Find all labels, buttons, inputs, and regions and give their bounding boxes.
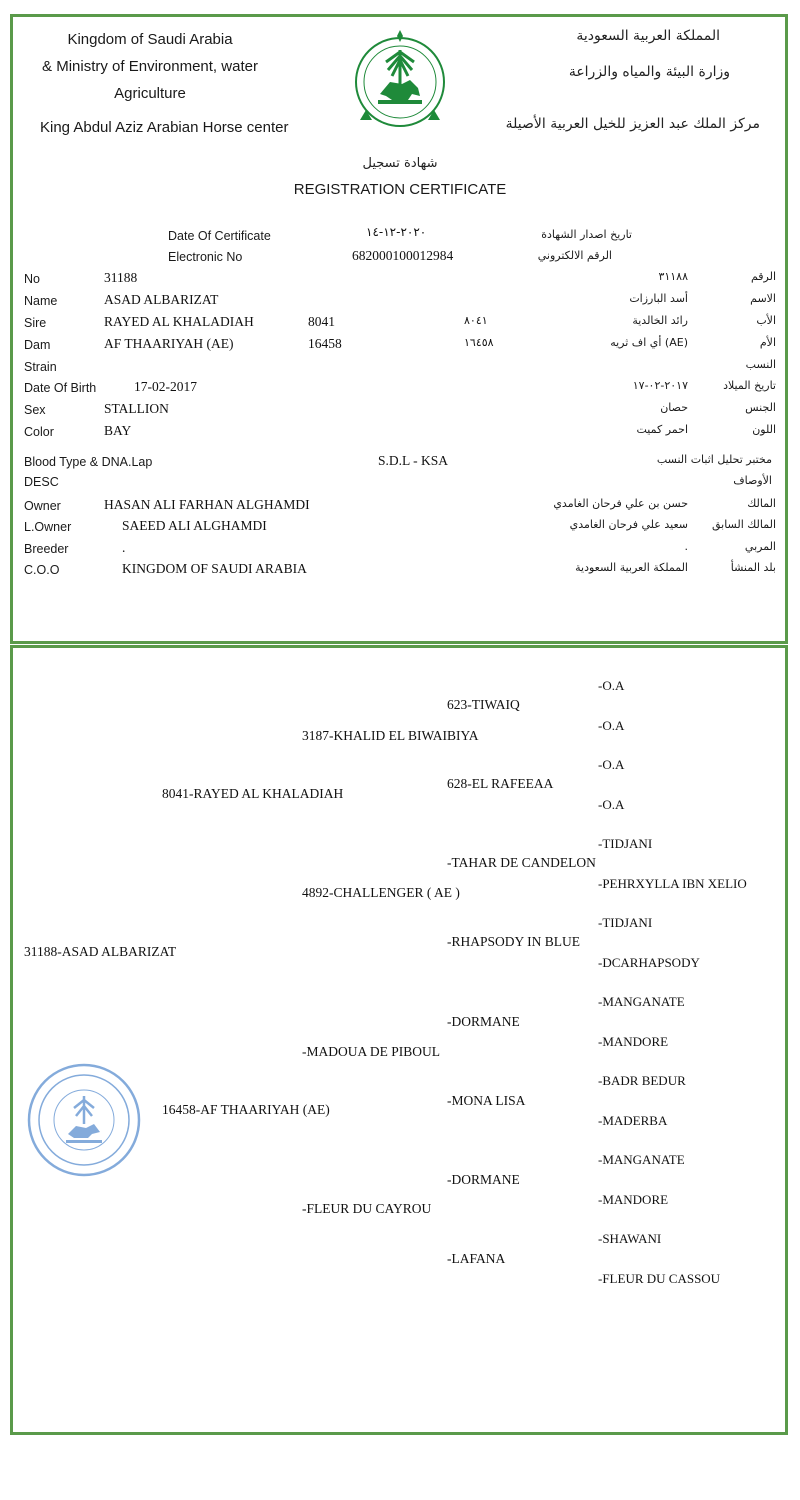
field-label-ar: تاريخ الميلاد (723, 379, 776, 392)
field-label-ar: الاسم (750, 292, 776, 305)
owner-label-ar: المالك (747, 497, 776, 510)
field-label-ar: الجنس (745, 401, 776, 414)
pedigree-frame (10, 645, 788, 1435)
header-en-line1: Kingdom of Saudi Arabia (67, 31, 233, 48)
desc-label: DESC (24, 475, 59, 489)
pedigree-gen4-ancestor: -TIDJANI (598, 836, 653, 851)
pedigree-gen4-ancestor: -MANGANATE (598, 994, 685, 1009)
pedigree-parent: 8041-RAYED AL KHALADIAH (162, 786, 344, 801)
pedigree-great-grandparent: -LAFANA (447, 1251, 506, 1266)
field-value-ar: ٣١١٨٨ (658, 270, 688, 283)
owner-value-ar: المملكة العربية السعودية (575, 561, 688, 574)
header-ar-center: مركز الملك عبد العزيز للخيل العربية الأصيلة (505, 116, 760, 132)
pedigree-great-grandparent: -DORMANE (447, 1172, 520, 1187)
header-ar-line2: وزارة البيئة والمياه والزراعة (568, 64, 730, 80)
field-value: BAY (104, 423, 132, 438)
field-label: Strain (24, 360, 57, 374)
desc-label-ar: الأوصاف (733, 474, 772, 487)
pedigree-subject: 31188-ASAD ALBARIZAT (24, 944, 177, 959)
pedigree-gen4-ancestor: -MADERBA (598, 1113, 668, 1128)
field-label: No (24, 272, 40, 286)
field-label-ar: الأم (759, 336, 776, 349)
owner-value-ar: . (684, 540, 688, 553)
pedigree-gen4-ancestor: -MANDORE (598, 1034, 669, 1049)
ministry-seal-icon (350, 22, 450, 132)
owner-value: SAEED ALI ALGHAMDI (122, 518, 267, 533)
owner-value: KINGDOM OF SAUDI ARABIA (122, 561, 307, 576)
field-value: 31188 (104, 270, 138, 285)
electronic-value: 682000100012984 (352, 248, 454, 263)
owner-label: C.O.O (24, 563, 60, 577)
pedigree-gen4-ancestor: -O.A (598, 718, 625, 733)
blood-value: S.D.L - KSA (378, 453, 449, 468)
pedigree-grandparent: -MADOUA DE PIBOUL (302, 1044, 440, 1059)
field-value: RAYED AL KHALADIAH (104, 314, 254, 329)
pedigree-gen4-ancestor: -O.A (598, 678, 625, 693)
pedigree-grandparent: -FLEUR DU CAYROU (302, 1201, 432, 1216)
owner-label-ar: المالك السابق (711, 518, 776, 531)
owner-label-ar: المربي (744, 540, 776, 553)
pedigree-great-grandparent: -MONA LISA (447, 1093, 526, 1108)
pedigree-great-grandparent: 623-TIWAIQ (447, 697, 520, 712)
header-en-line3: Agriculture (114, 85, 186, 102)
owner-label-ar: بلد المنشأ (730, 561, 776, 574)
field-value: AF THAARIYAH (AE) (104, 336, 234, 351)
pedigree-grandparent: 3187-KHALID EL BIWAIBIYA (302, 728, 479, 743)
pedigree-great-grandparent: -RHAPSODY IN BLUE (447, 934, 581, 949)
pedigree-gen4-ancestor: -FLEUR DU CASSOU (598, 1271, 721, 1286)
field-label: Dam (24, 338, 51, 352)
owner-label: L.Owner (24, 520, 72, 534)
pedigree-gen4-ancestor: -DCARHAPSODY (598, 955, 700, 970)
field-number-ar: ١٦٤٥٨ (464, 336, 494, 349)
field-value-ar: احمر كميت (636, 423, 688, 436)
pedigree-gen4-ancestor: -BADR BEDUR (598, 1073, 686, 1088)
field-value-ar: رائد الخالدية (632, 314, 688, 327)
field-value: ASAD ALBARIZAT (104, 292, 219, 307)
pedigree-great-grandparent: -TAHAR DE CANDELON (447, 855, 596, 870)
pedigree-grandparent: 4892-CHALLENGER ( AE ) (302, 885, 460, 900)
registry-stamp-icon (26, 1062, 142, 1178)
pedigree-great-grandparent: 628-EL RAFEEAA (447, 776, 554, 791)
pedigree-great-grandparent: -DORMANE (447, 1014, 520, 1029)
field-value-ar: حصان (660, 401, 688, 414)
field-label: Color (24, 425, 54, 439)
pedigree-gen4-ancestor: -O.A (598, 757, 625, 772)
pedigree-gen4-ancestor: -TIDJANI (598, 915, 653, 930)
blood-label-ar: مختبر تحليل اثبات النسب (656, 453, 772, 466)
pedigree-gen4-ancestor: -PEHRXYLLA IBN XELIO (598, 876, 747, 891)
title-ar: شهادة تسجيل (362, 156, 438, 171)
field-value-ar: ٢٠١٧-٠٢-١٧ (632, 379, 688, 392)
title-en: REGISTRATION CERTIFICATE (293, 181, 507, 198)
electronic-label-ar: الرقم الالكتروني (537, 249, 612, 262)
field-label-ar: الرقم (750, 270, 776, 283)
field-value: STALLION (104, 401, 169, 416)
field-number: 16458 (308, 336, 342, 351)
field-number: 8041 (308, 314, 335, 329)
field-label-ar: اللون (752, 423, 776, 436)
field-value-ar: (AE) أي اف ثريه (610, 336, 688, 349)
owner-label: Owner (24, 499, 61, 513)
field-number-ar: ٨٠٤١ (464, 314, 488, 327)
pedigree-parent: 16458-AF THAARIYAH (AE) (162, 1102, 330, 1117)
owner-value-ar: حسن بن علي فرحان الغامدي (553, 497, 688, 510)
header-ar-line1: المملكة العربية السعودية (576, 28, 720, 44)
date-label: Date Of Certificate (168, 229, 271, 243)
owner-value: . (122, 540, 126, 555)
header-en-line2: & Ministry of Environment, water (42, 58, 258, 75)
field-label: Date Of Birth (24, 381, 97, 395)
electronic-label: Electronic No (168, 250, 243, 264)
date-label-ar: تاريخ اصدار الشهادة (541, 228, 632, 241)
blood-label: Blood Type & DNA.Lap (24, 455, 153, 469)
field-label: Name (24, 294, 58, 308)
owner-value: HASAN ALI FARHAN ALGHAMDI (104, 497, 310, 512)
header-en-center: King Abdul Aziz Arabian Horse center (40, 119, 289, 136)
field-label: Sex (24, 403, 46, 417)
pedigree-gen4-ancestor: -MANDORE (598, 1192, 669, 1207)
date-value: ٢٠٢٠-١٢-١٤ (366, 225, 427, 239)
pedigree-gen4-ancestor: -SHAWANI (598, 1231, 662, 1246)
field-label-ar: الأب (756, 314, 776, 327)
field-label-ar: النسب (745, 358, 776, 371)
owner-label: Breeder (24, 542, 69, 556)
field-value: 17-02-2017 (134, 379, 197, 394)
pedigree-gen4-ancestor: -O.A (598, 797, 625, 812)
field-label: Sire (24, 316, 47, 330)
owner-value-ar: سعيد علي فرحان الغامدي (569, 518, 688, 531)
pedigree-gen4-ancestor: -MANGANATE (598, 1152, 685, 1167)
field-value-ar: أسد البارزات (629, 292, 688, 305)
